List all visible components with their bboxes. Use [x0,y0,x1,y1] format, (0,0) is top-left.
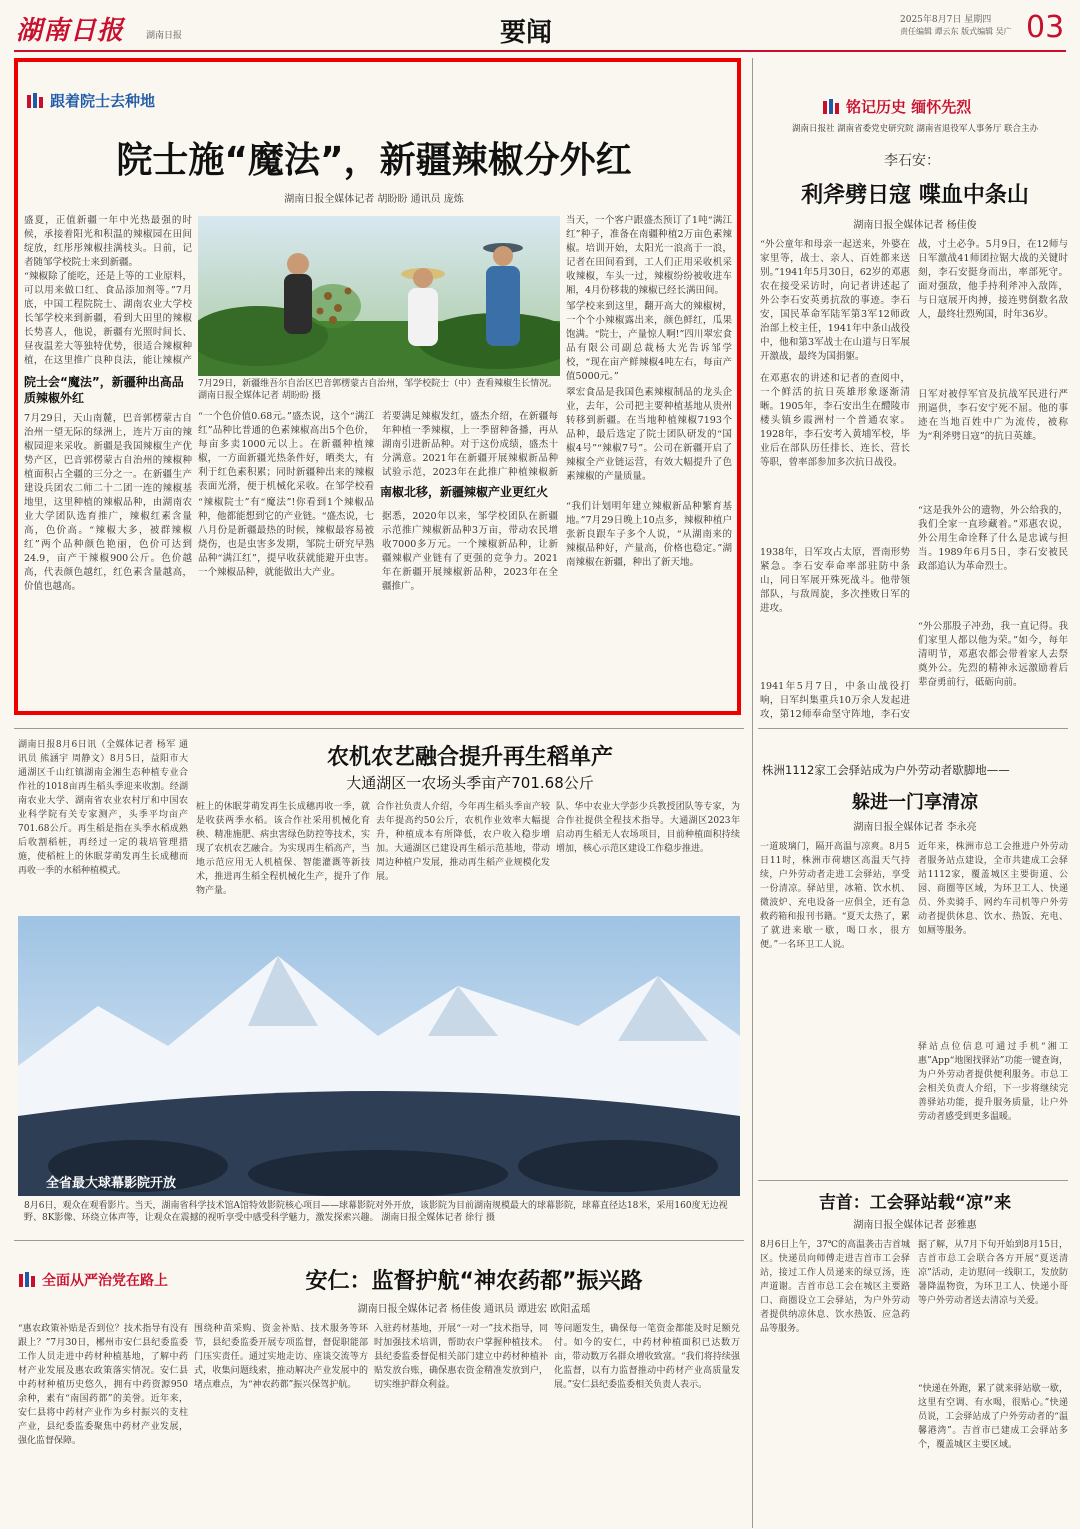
history-person: 李石安： [884,153,940,169]
party-body-3: 入驻药材基地，开展“一对一”技术指导，同时加强技术培训，帮助农户掌握种植技术。县纪委监委督促相关部门建立中药材种植补贴发放台账，确保惠农资金精准发放到户，切实维护群众利益。 [374,1324,548,1390]
lead-column-tag-text: 跟着院士去种地 [50,92,156,110]
station1-body-2: 近年来，株洲市总工会推进户外劳动者服务站点建设，全市共建成工会驿站1112家，覆盖城区主要街道、公园、商圈等区域，为环卫工人、快递员、外卖骑手、网约车司机等户外劳动者提供休息、饮水、热饭、充电、如厕等服务。 [918,842,1068,936]
lead-headline: 院士施“魔法”，新疆辣椒分外红 [116,140,632,181]
lead-bottom-rule [14,728,744,729]
history-body-6: 日军对被俘军官及抗战军民进行严刑逼供，李石安宁死不屈。他的事迹在当地百姓中广为流传，被称为“利斧劈日寇”的抗日英雄。 [918,389,1068,442]
lead-photo-caption: 7月29日，新疆维吾尔自治区巴音郭楞蒙古自治州，邹学校院士（中）查看辣椒生长情况。 湖南日报全媒体记者 胡盼盼 摄 [198,379,558,401]
history-body-7: “这是我外公的遗物，外公给我的，我们全家一直珍藏着。”邓惠农说，外公用生命诠释了什么是忠诚与担当。1989年6月5日，李石安被民政部追认为革命烈士。 [918,505,1068,572]
lead-column-tag [26,90,155,111]
history-byline: 湖南日报全媒体记者 杨佳俊 [853,220,977,231]
history-body-2: 在邓惠农的讲述和记者的查阅中，一个鲜活的抗日英雄形象逐渐清晰。1905年，李石安出生在醴陵市楼头镇乡霞洲村一个普通农家。1928年，李石安考入黄埔军校，毕业后在部队历任排长、连长、营长等职，曾率部参加多次抗日战役。 [760,373,910,468]
station1-body-1: 一道玻璃门，隔开高温与凉爽。8月5日11时，株洲市荷塘区高温天气持续，户外劳动者走进工会驿站，享受一份清凉。驿站里，冰箱、饮水机、微波炉、充电设备一应俱全，还有急救药箱和报刊书籍。“夏天太热了，累了就进来歇一歇，喝口水，很方便。”一名环卫工人说。 [760,842,910,950]
station1-headline: 躲进一门享清凉 [852,792,978,813]
history-headline: 利斧劈日寇 喋血中条山 [801,183,1029,208]
lead-body-1: 7月29日，天山南麓，巴音郭楞蒙古自治州一望无际的绿洲上，连片万亩的辣椒园迎来采收。新疆是我国辣椒生产优势产区，巴音郭楞蒙古自治州的辣椒种植面积占全疆的三分之一。在新疆生产建设兵团农二师二十二团一连的辣椒基地里，这里种植的辣椒品种，由湖南农业大学团队选育推广，辣椒红素含量高，色价高。“辣椒大多，被群辣椒红”两个品种颜色艳丽，色价可达到24.9，亩产干辣椒900公斤。色价越高，代表颜色越红，红色素含量越高，价值也越高。 [24,413,192,592]
page-number: 03 [1026,10,1065,45]
station2-headline: 吉首：工会驿站载“凉”来 [818,1193,1012,1213]
station1-kicker: 株洲1112家工会驿站成为户外劳动者歇脚地—— [762,763,1010,777]
history-body-1: “外公童年和母亲一起送来，外婆在家里等，战士、亲人、百姓都来送别。”1941年5月30日，62岁的邓惠农在接受采访时，向记者讲述起了外公李石安英勇抗敌的事迹。李石安，国民革命军陆军第3军12师政治部上校主任，1941年中条山战役中，他和第3军战士在山道与日军展开激战，最终为国捐躯。 [760,239,910,362]
lead-body-5: 当天，一个客户跟盛杰预订了1吨“满江红”种子，准备在南疆种植2万亩色素辣椒。培训开始，太阳光一浪高于一浪，记者在田间看到，工人们正用采收机采收辣椒，车头一过，辣椒纷纷被收进车厢，4月份移栽的辣椒已经长满田间。 [566,215,732,296]
party-body-2: 围绕种苗采购、资金补贴、技术服务等环节，县纪委监委开展专项监督，督促职能部门压实责任。通过实地走访、座谈交流等方式，收集问题线索，推动解决产业发展中的堵点难点，为“神农药都”振兴保驾护航。 [194,1324,368,1390]
history-body-3: 1938年，日军攻占太原，晋南形势紧急。李石安奉命率部驻防中条山，同日军展开殊死战斗。他带领部队，与敌周旋，多次挫败日军的进攻。 [760,547,910,614]
lead-body-6: 邹学校来到这里，翻开高大的辣椒树，一个个小辣椒露出来，颜色鲜红，瓜果饱满。“院士，产量惊人啊!”四川翠宏食品有限公司副总裁杨大光告诉邹学校，“现在亩产鲜辣椒4吨左右，每亩产值5000元。” [566,301,732,382]
agri-headline: 农机农艺融合提升再生稻单产 [326,745,613,770]
masthead [0,0,1080,56]
pepper-field-image [198,216,560,376]
history-body-8: “外公那股子冲劲，我一直记得。我们家里人都以他为荣。”如今，每年清明节，邓惠农都会带着家人去祭奠外公。先烈的精神永远激励着后辈奋勇前行，砥砺向前。 [918,621,1068,688]
lead-body-7: 翠宏食品是我国色素辣椒制品的龙头企业，去年，公司把主要种植基地从贵州转移到新疆。在当地种植辣椒7193个品种，最后选定了院士团队研发的“国椒4号”“辣椒7号”。公司在新疆开启了辣椒全产业链运营，有效大幅提升了色素辣椒的产量质量。 [566,387,732,482]
party-byline: 湖南日报全媒体记者 杨佳俊 通讯员 谭进宏 欧阳孟瑶 [357,1304,591,1315]
dome-theater-image [18,916,740,1196]
dome-photo-caption: 8月6日，观众在观看影片。当天，湖南省科学技术馆A馆特效影院核心项目——球幕影院对外开放，该影院为目前湖南规模最大的球幕影院，球幕直径达18米，采用160度无边视野、8K影像、环绕立体声等，让观众在震撼的视听享受中感受科学魅力，激发探索兴趣。 湖南日报全媒体记者 徐行 摄 [24,1201,728,1223]
paper-logo: 湖南日报 [16,16,125,46]
lead-byline: 湖南日报全媒体记者 胡盼盼 通讯员 庞炼 [284,194,464,205]
dome-photo [18,916,740,1196]
party-body-1: “惠农政策补贴是否到位？技术指导有没有跟上？”7月30日，郴州市安仁县纪委监委工作人员走进中药材种植基地，了解中药材产业发展及惠农政策落实情况。安仁县中药材种植历史悠久，拥有中药资源950余种，素有“南国药都”的美誉。近年来，安仁县将中药材产业作为乡村振兴的支柱产业，县纪委监委聚焦中药材产业发展，强化监督保障。 [18,1324,188,1446]
column-logo-icon [26,92,44,110]
party-column-tag-text: 全面从严治党在路上 [42,1273,168,1289]
editor-credits: 责任编辑 谭云东 版式编辑 吴广 [900,27,1012,36]
history-logo-icon [822,98,840,116]
photo-bottom-rule [14,1240,744,1241]
party-headline: 安仁：监督护航“神农药都”振兴路 [305,1269,643,1294]
history-column-tag-text: 铭记历史 缅怀先烈 [846,98,972,116]
lead-body-9: 据悉，2020年以来，邹学校团队在新疆示范推广辣椒新品种3万亩，带动农民增收7000多万元。一个辣椒新品种，让新疆辣椒产业链有了更强的竞争力。2021年在新疆开展辣椒新品种，2023年在全疆推广。 [382,511,558,592]
lead-body-8: “我们计划明年建立辣椒新品种繁育基地。”7月29日晚上10点多，辣椒种植户张新良跟车子多个人说，“从湖南来的辣椒品种好，产量高，价格也稳定。”湖南辣椒在新疆，种出了新天地。 [566,501,732,568]
issue-date: 2025年8月7日 星期四 [900,15,992,25]
party-column-tag [18,1270,168,1290]
lead-subhead-1: 院士会“魔法”，新疆种出高品质辣椒外红 [24,375,184,405]
agri-lead: 湖南日报8月6日讯（全媒体记者 杨军 通讯员 熊涵宇 周静文）8月5日，益阳市大通湖区千山红镇湖南金湘生态种植专业合作社的1018亩再生稻头季迎来收割。经湖南农业大学、湖南省农业农村厅和中国农业科学院有关专家测产，头季平均亩产701.68公斤。再生稻是指在头季水稻成熟后收割稻桩，再经过一定的栽培管理措施，使稻桩上的休眠芽萌发再生长成穗而再收一季的水稻种植模式。 [18,740,188,876]
column-divider [752,58,753,1528]
lead-body-2: “一个色价值0.68元。”盛杰说，这个“满江红”品种比普通的色素辣椒高出5个色价，每亩多卖1000元以上。在新疆种植辣椒，一方面新疆光热条件好，晒类大，有利于红色素积累；同时新疆种出来的辣椒表面光滑，便于机械化采收。在邹学校看 [198,411,374,492]
history-body-5: 战，寸土必争。5月9日，在12师与日军激战41师团拉锯大战的关键时刻，李石安挺身而出，率部死守。面对强敌，他手持利斧冲入敌阵，与日寇展开肉搏，接连劈倒数名敌人，最终壮烈殉国，时年36岁。 [918,239,1068,320]
history-bottom-rule [758,728,1068,729]
agri-body-3: 队、华中农业大学彭少兵教授团队等专家，为合作社提供全程技术指导。大通湖区2023年启动再生稻无人农场项目，目前种植面积持续增加，核心示范区建设工作稳步推进。 [556,802,740,854]
page-label-left: 湖南日报 [146,31,183,41]
station2-body-3: “快递在外跑，累了就来驿站歇一歇，这里有空调、有水喝，很贴心。”快递员说，工会驿站成了户外劳动者的“温馨港湾”。吉首市已建成工会驿站多个，覆盖城区主要区域。 [918,1384,1068,1450]
party-logo-icon [18,1271,36,1289]
history-column-tag [822,96,971,117]
lead-body-4: 若要满足辣椒发红，盛杰介绍，在新疆每年种植一季辣椒，上一季留种备播，再从湖南引进新品种。对于这份成绩，盛杰十分满意。2021年在新疆开展辣椒新品种试验示范，2023年在此推广种植辣椒新 [382,411,558,478]
agri-body-2: 合作社负责人介绍，今年再生稻头季亩产较去年提高约50公斤，农机作业效率大幅提升，种植成本有所降低，农户收入稳步增加。大通湖区已建设再生稻示范基地，带动周边种植户发展，推动再生稻产业规模化发展。 [376,802,550,882]
lead-intro: 盛夏，正值新疆一年中光热最强的时候，承接着阳光和积温的辣椒园在田间绽放，红彤彤辣椒挂满枝头。日前，记者随邹学校院士来到新疆。 [24,215,192,268]
lead-body-3: “辣椒院士”有“魔法”!你看到1个辣椒品种，他都能想到它的产业链。“盛杰说，七八月份是新疆最热的时候，辣椒最容易被烧伤，也是虫害多发期，邹院士研究早熟品种“满江红”，提早收获就能避开虫害。一个辣椒品种，就能做出大产业。 [198,497,374,578]
station2-body-1: 8月6日上午，37℃的高温袭击吉首城区。快递员向师傅走进吉首市工会驿站，接过工作人员递来的绿豆汤，连声道谢。吉首市总工会在城区主要路口、商圈设立工会驿站，为户外劳动者提供纳凉休息、饮水热饭、应急药品等服务。 [760,1240,910,1334]
agri-body-1: 桩上的休眠芽萌发再生长成穗再收一季，就是收获两季水稻。该合作社采用机械化育秧、精准施肥、病虫害绿色防控等技术，实现了农机农艺融合。为实现再生稻高产，当地示范应用无人机植保、智能灌溉等新技术，推进再生稻全程机械化生产，提升了作物产量。 [196,802,370,896]
masthead-rule [14,50,1066,52]
lead-subhead-2: 南椒北移，新疆辣椒产业更红火 [380,485,549,499]
lead-intro-2: “辣椒除了能吃，还是上等的工业原料，可以用来做口红、食品添加剂等。”7月底，中国工程院院士、湖南农业大学校长邹学校来到新疆，看到大田里的辣椒长势喜人，他说，新疆有光照时间长、昼夜温差大等独特优势，很适合辣椒种植，在这里推广良种良法，能让辣椒产 [24,271,192,366]
station2-body-2: 据了解，从7月下旬开始到8月15日，吉首市总工会联合各方开展“夏送清凉”活动，走访慰问一线职工，发放防暑降温物资，为环卫工人、快递小哥等户外劳动者送去清凉与关爱。 [918,1240,1068,1306]
history-body-4: 1941年5月7日，中条山战役打响，日军纠集重兵10万余人发起进攻，第12师奉命坚守阵地，李石安 [760,681,910,720]
party-body-4: 等问题发生，确保每一笔资金都能及时足额兑付。如今的安仁，中药材种植面积已达数万亩，带动数万名群众增收致富。“我们将持续强化监督，以有力监督推动中药材产业高质量发展。”安仁县纪委监委相关负责人表示。 [554,1324,740,1390]
station2-byline: 湖南日报全媒体记者 彭雅惠 [853,1220,977,1231]
agri-subheadline: 大通湖区一农场头季亩产701.68公斤 [346,774,594,792]
station1-bottom-rule [758,1180,1068,1181]
station1-byline: 湖南日报全媒体记者 李永亮 [853,822,977,833]
section-title: 要闻 [500,18,553,48]
station1-body-3: 驿站点位信息可通过手机“湘工惠”App“地图找驿站”功能一键查询，为户外劳动者提供便利服务。市总工会相关负责人介绍，下一步将继续完善驿站功能，提升服务质量，让户外劳动者感受到更多温暖。 [918,1042,1068,1122]
history-organizers: 湖南日报社 湖南省委党史研究院 湖南省退役军人事务厅 联合主办 [791,124,1039,134]
lead-photo [198,216,560,376]
dome-photo-label: 全省最大球幕影院开放 [46,1176,177,1191]
